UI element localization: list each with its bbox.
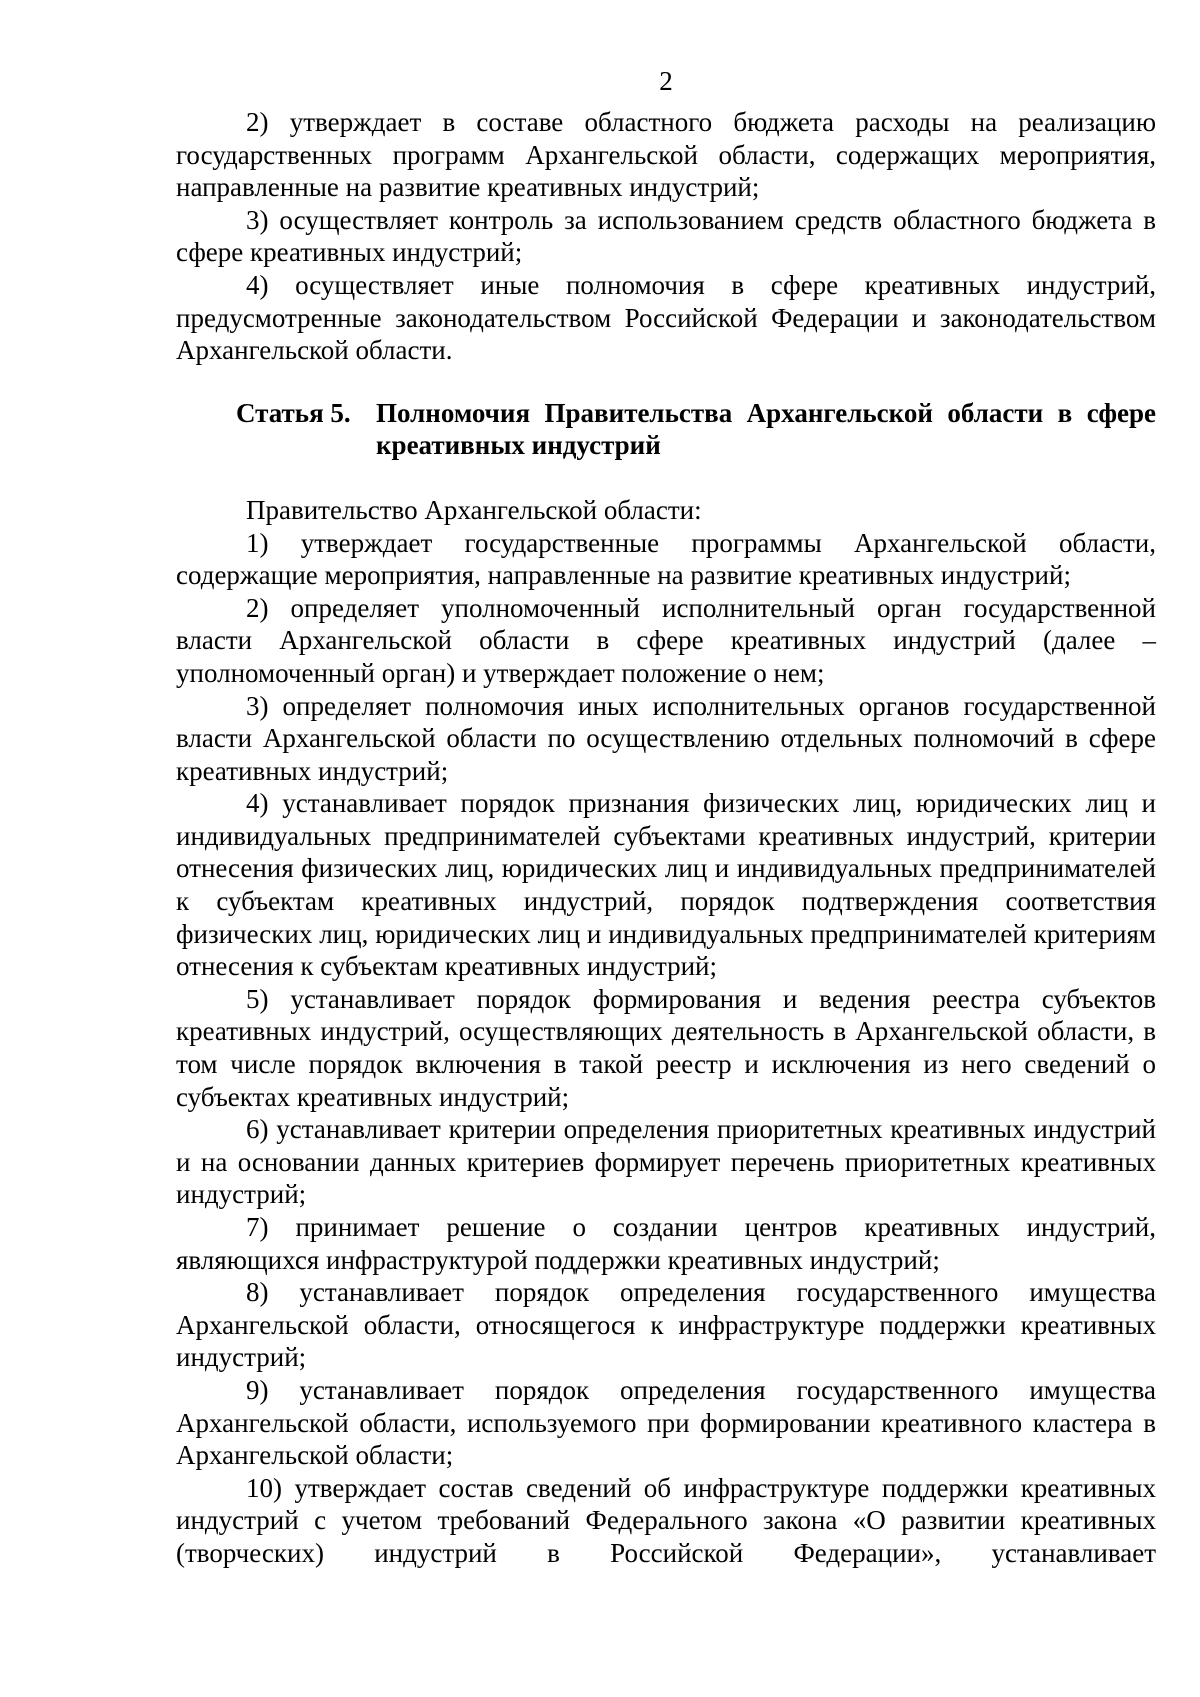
list-item: 6) устанавливает критерии определения приоритетных креативных индустрий и на основании данных критериев формирует перечень приоритетных креативных индустрий;	[176, 1114, 1156, 1210]
list-item: 2) определяет уполномоченный исполнительный орган государственной власти Архангельской области в сфере креативных индустрий (далее – уполномоченный орган) и утверждает положение о нем;	[176, 592, 1156, 688]
list-item: 5) устанавливает порядок формирования и ведения реестра субъектов креативных индустрий, осуществляющих деятельность в Архангельской области, в том числе порядок включения в такой реестр и исключения из него сведений о субъектах креативных индустрий;	[176, 983, 1156, 1112]
list-item: 8) устанавливает порядок определения государственного имущества Архангельской области, относящегося к инфраструктуре поддержки креативных индустрий;	[176, 1277, 1156, 1373]
list-item: 3) осуществляет контроль за использованием средств областного бюджета в сфере креативных индустрий;	[176, 204, 1156, 268]
article-number: Статья 5.	[236, 397, 351, 428]
list-item: 2) утверждает в составе областного бюджета расходы на реализацию государственных программ Архангельской области, содержащих мероприятия, направленные на развитие креативных индустрий;	[176, 107, 1156, 203]
article-heading	[176, 397, 1156, 462]
list-item: 1) утверждает государственные программы Архангельской области, содержащие мероприятия, направленные на развитие креативных индустрий;	[176, 527, 1156, 591]
list-item: 9) устанавливает порядок определения государственного имущества Архангельской области, используемого при формировании креативного кластера в Архангельской области;	[176, 1374, 1156, 1471]
list-item: 10) утверждает состав сведений об инфраструктуре поддержки креативных индустрий с учетом требований Федерального закона «О развитии креативных (творческих) индустрий в Российской Федерации», устанавливает	[176, 1472, 1156, 1568]
article-title: Полномочия Правительства Архангельской области в сфере креативных индустрий	[376, 397, 1156, 461]
intro-paragraph: Правительство Архангельской области:	[246, 494, 702, 525]
list-item: 4) устанавливает порядок признания физических лиц, юридических лиц и индивидуальных предпринимателей субъектами креативных индустрий, критерии отнесения физических лиц, юридических лиц и индивидуальных предпринимателей к субъектам креативных индустрий, порядок подтверждения соответствия физических лиц, юридических лиц и индивидуальных предпринимателей критериям отнесения к субъектам креативных индустрий;	[176, 788, 1156, 982]
document-page	[176, 66, 1156, 1570]
list-item: 7) принимает решение о создании центров креативных индустрий, являющихся инфраструктурой поддержки креативных индустрий;	[176, 1212, 1156, 1275]
list-item: 4) осуществляет иные полномочия в сфере креативных индустрий, предусмотренные законодательством Российской Федерации и законодательством Архангельской области.	[176, 269, 1156, 366]
page-number: 2	[659, 66, 673, 96]
list-item: 3) определяет полномочия иных исполнительных органов государственной власти Архангельской области по осуществлению отдельных полномочий в сфере креативных индустрий;	[176, 690, 1156, 786]
